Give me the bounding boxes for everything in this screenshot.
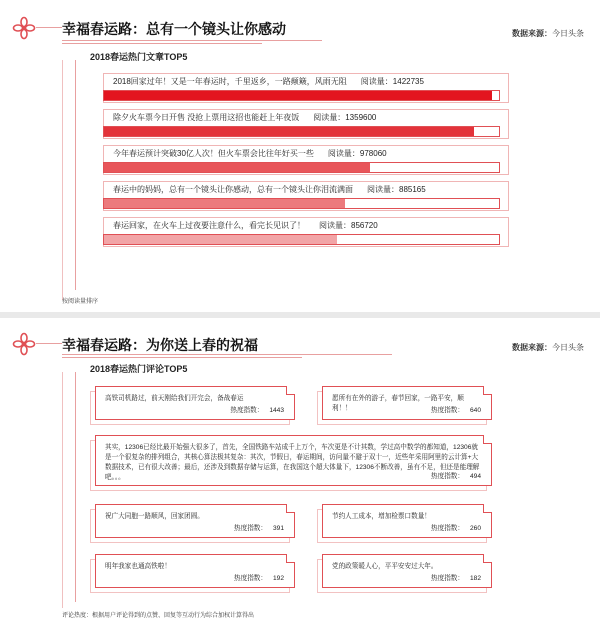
page-title-2: 幸福春运路：为你送上春的祝福: [62, 337, 258, 353]
bar-row: [103, 112, 500, 140]
comment-card: [322, 386, 492, 420]
bar-category-label: [113, 184, 426, 195]
bar-category-label: [113, 112, 376, 123]
reads-value: 856720: [351, 221, 378, 230]
comment-card: [95, 554, 295, 588]
comment-card: [95, 435, 492, 486]
heat-label: 热度指数：: [431, 575, 464, 582]
bar-category-label: [113, 76, 424, 87]
bar: [104, 235, 337, 244]
comment-text: 明年我家也通高铁啦！: [105, 563, 171, 570]
reads-value: 1359600: [345, 113, 377, 122]
heat-label: 热度指数：: [431, 525, 464, 532]
bar-track: [103, 162, 500, 173]
bar-value-label: [328, 149, 387, 158]
comment-heat: [234, 522, 284, 532]
heat-label: 热度指数：: [234, 525, 267, 532]
article-title: 除夕火车票今日开售 没抢上票用这招也能赶上年夜饭: [113, 113, 300, 122]
data-source-label: 数据来源：: [512, 29, 552, 38]
bar-row: [103, 148, 500, 176]
bar-value-label: [319, 221, 378, 230]
top-comments-panel: [0, 318, 600, 624]
article-title: 春运回家，在火车上过夜要注意什么，看完长见识了！: [113, 221, 305, 230]
heat-label: 热度指数：: [230, 407, 264, 414]
bar-value-label: [361, 77, 424, 86]
data-source-2: [512, 342, 584, 353]
title-underline-2: [62, 43, 262, 44]
reads-value: 978060: [359, 149, 387, 158]
reads-label: 阅读量：: [360, 77, 393, 86]
reads-label: 阅读量：: [319, 221, 351, 230]
heat-value: 391: [272, 525, 284, 532]
bar-track: [103, 126, 500, 137]
bar-row: [103, 220, 500, 248]
heat-label: 热度指数：: [431, 473, 464, 480]
heat-value: 192: [272, 575, 284, 582]
data-source-name-2: 今日头条: [552, 343, 584, 352]
data-source-label-2: 数据来源：: [512, 343, 552, 352]
data-source-name: 今日头条: [552, 29, 584, 38]
bar-category-label: [113, 220, 378, 231]
title-deco-line-2: [36, 343, 62, 344]
reads-value: 1422735: [392, 77, 424, 86]
bar-row: [103, 76, 500, 104]
comments-footnote: 评论热度：根据用户评论得到的点赞、回复等互动行为综合加权计算得出: [62, 613, 255, 619]
heat-value: 182: [469, 575, 481, 582]
card-fold-corner: [286, 554, 295, 563]
comment-heat: [431, 572, 481, 582]
chart-footnote: 按阅读量排序: [62, 299, 99, 305]
comment-heat: [431, 522, 481, 532]
bar-category-label: [113, 148, 387, 159]
title-underline-4: [62, 357, 302, 358]
reads-label: 阅读量：: [367, 185, 399, 194]
bar: [104, 163, 370, 172]
reads-label: 阅读量：: [313, 113, 346, 122]
comment-text: 其实，12306已经比最开始强大很多了，首先，全国铁路车站成千上万个，车次更是不计其数，学过高中数学的都知道，12306就是一个很复杂的排列组合，其核心算法极其复杂：其次，节假日，春运期间，访问量不避于双十一，近些年采用阿里的云计算+大数据技术，已有很大改善；最后，还涉及到数据存储与运算，在我国这个超大体量下，12306不断改善，虽有不足，但还是能理解吧。。。: [105, 444, 480, 481]
chart-subtitle: 2018春运热门文章TOP5: [90, 52, 188, 62]
card-fold-corner: [286, 504, 295, 513]
bar-track: [103, 198, 500, 209]
heat-label: 热度指数：: [234, 575, 267, 582]
bar: [104, 127, 474, 136]
title-underline: [62, 40, 322, 41]
heat-value: 494: [469, 473, 481, 480]
left-guide-line: [75, 60, 76, 290]
comment-heat: [230, 404, 284, 414]
comment-card: [95, 504, 295, 538]
page-title: 幸福春运路：总有一个镜头让你感动: [62, 21, 286, 37]
title-underline-3: [62, 354, 392, 355]
bar-track: [103, 234, 500, 245]
comment-heat: [431, 470, 481, 480]
bar-value-label: [313, 113, 376, 122]
bar: [104, 199, 345, 208]
heat-value: 260: [469, 525, 481, 532]
heat-label: 热度指数：: [431, 407, 464, 414]
left-guide-line-3: [75, 372, 76, 602]
title-deco-line: [36, 27, 62, 28]
reads-label: 阅读量：: [327, 149, 360, 158]
heat-value: 1443: [269, 407, 284, 414]
comment-text: 节约人工成本，增加检票口数量！: [332, 513, 431, 520]
article-title: 2018回家过年！又是一年春运时，千里返乡，一路颠簸，风雨无阻: [113, 77, 347, 86]
comment-card: [95, 386, 295, 420]
bar-value-label: [367, 185, 426, 194]
article-title: 春运中的妈妈，总有一个镜头让你感动，总有一个镜头让你泪流满面: [113, 185, 353, 194]
left-guide-line-2: [62, 60, 63, 300]
data-source: [512, 28, 584, 39]
card-fold-corner: [286, 386, 295, 395]
logo-flower-icon: [12, 16, 36, 40]
card-fold-corner: [483, 386, 492, 395]
bar-track: [103, 90, 500, 101]
comment-text: 党的政策暖人心，平平安安过大年。: [332, 563, 438, 570]
heat-value: 640: [469, 407, 481, 414]
card-fold-corner: [483, 435, 492, 444]
left-guide-line-4: [62, 372, 63, 608]
comment-heat: [234, 572, 284, 582]
comment-heat: [431, 404, 481, 414]
comment-text: 愿所有在外的游子，春节回家，一路平安，顺利！！: [332, 395, 464, 412]
bar-row: [103, 184, 500, 212]
comment-text: 高铁司机路过，前天刚给我们开完会，备战春运: [105, 395, 244, 402]
comment-card: [322, 504, 492, 538]
logo-flower-icon-2: [12, 332, 36, 356]
card-fold-corner: [483, 504, 492, 513]
card-fold-corner: [483, 554, 492, 563]
reads-value: 885165: [399, 185, 426, 194]
comments-subtitle: 2018春运热门评论TOP5: [90, 364, 188, 374]
comment-text: 祝广大同胞一路顺风，回家团圆。: [105, 513, 204, 520]
comment-card: [322, 554, 492, 588]
article-title: 今年春运预计突破30亿人次！但火车票会比往年好买一些: [113, 149, 314, 158]
bar: [104, 91, 492, 100]
